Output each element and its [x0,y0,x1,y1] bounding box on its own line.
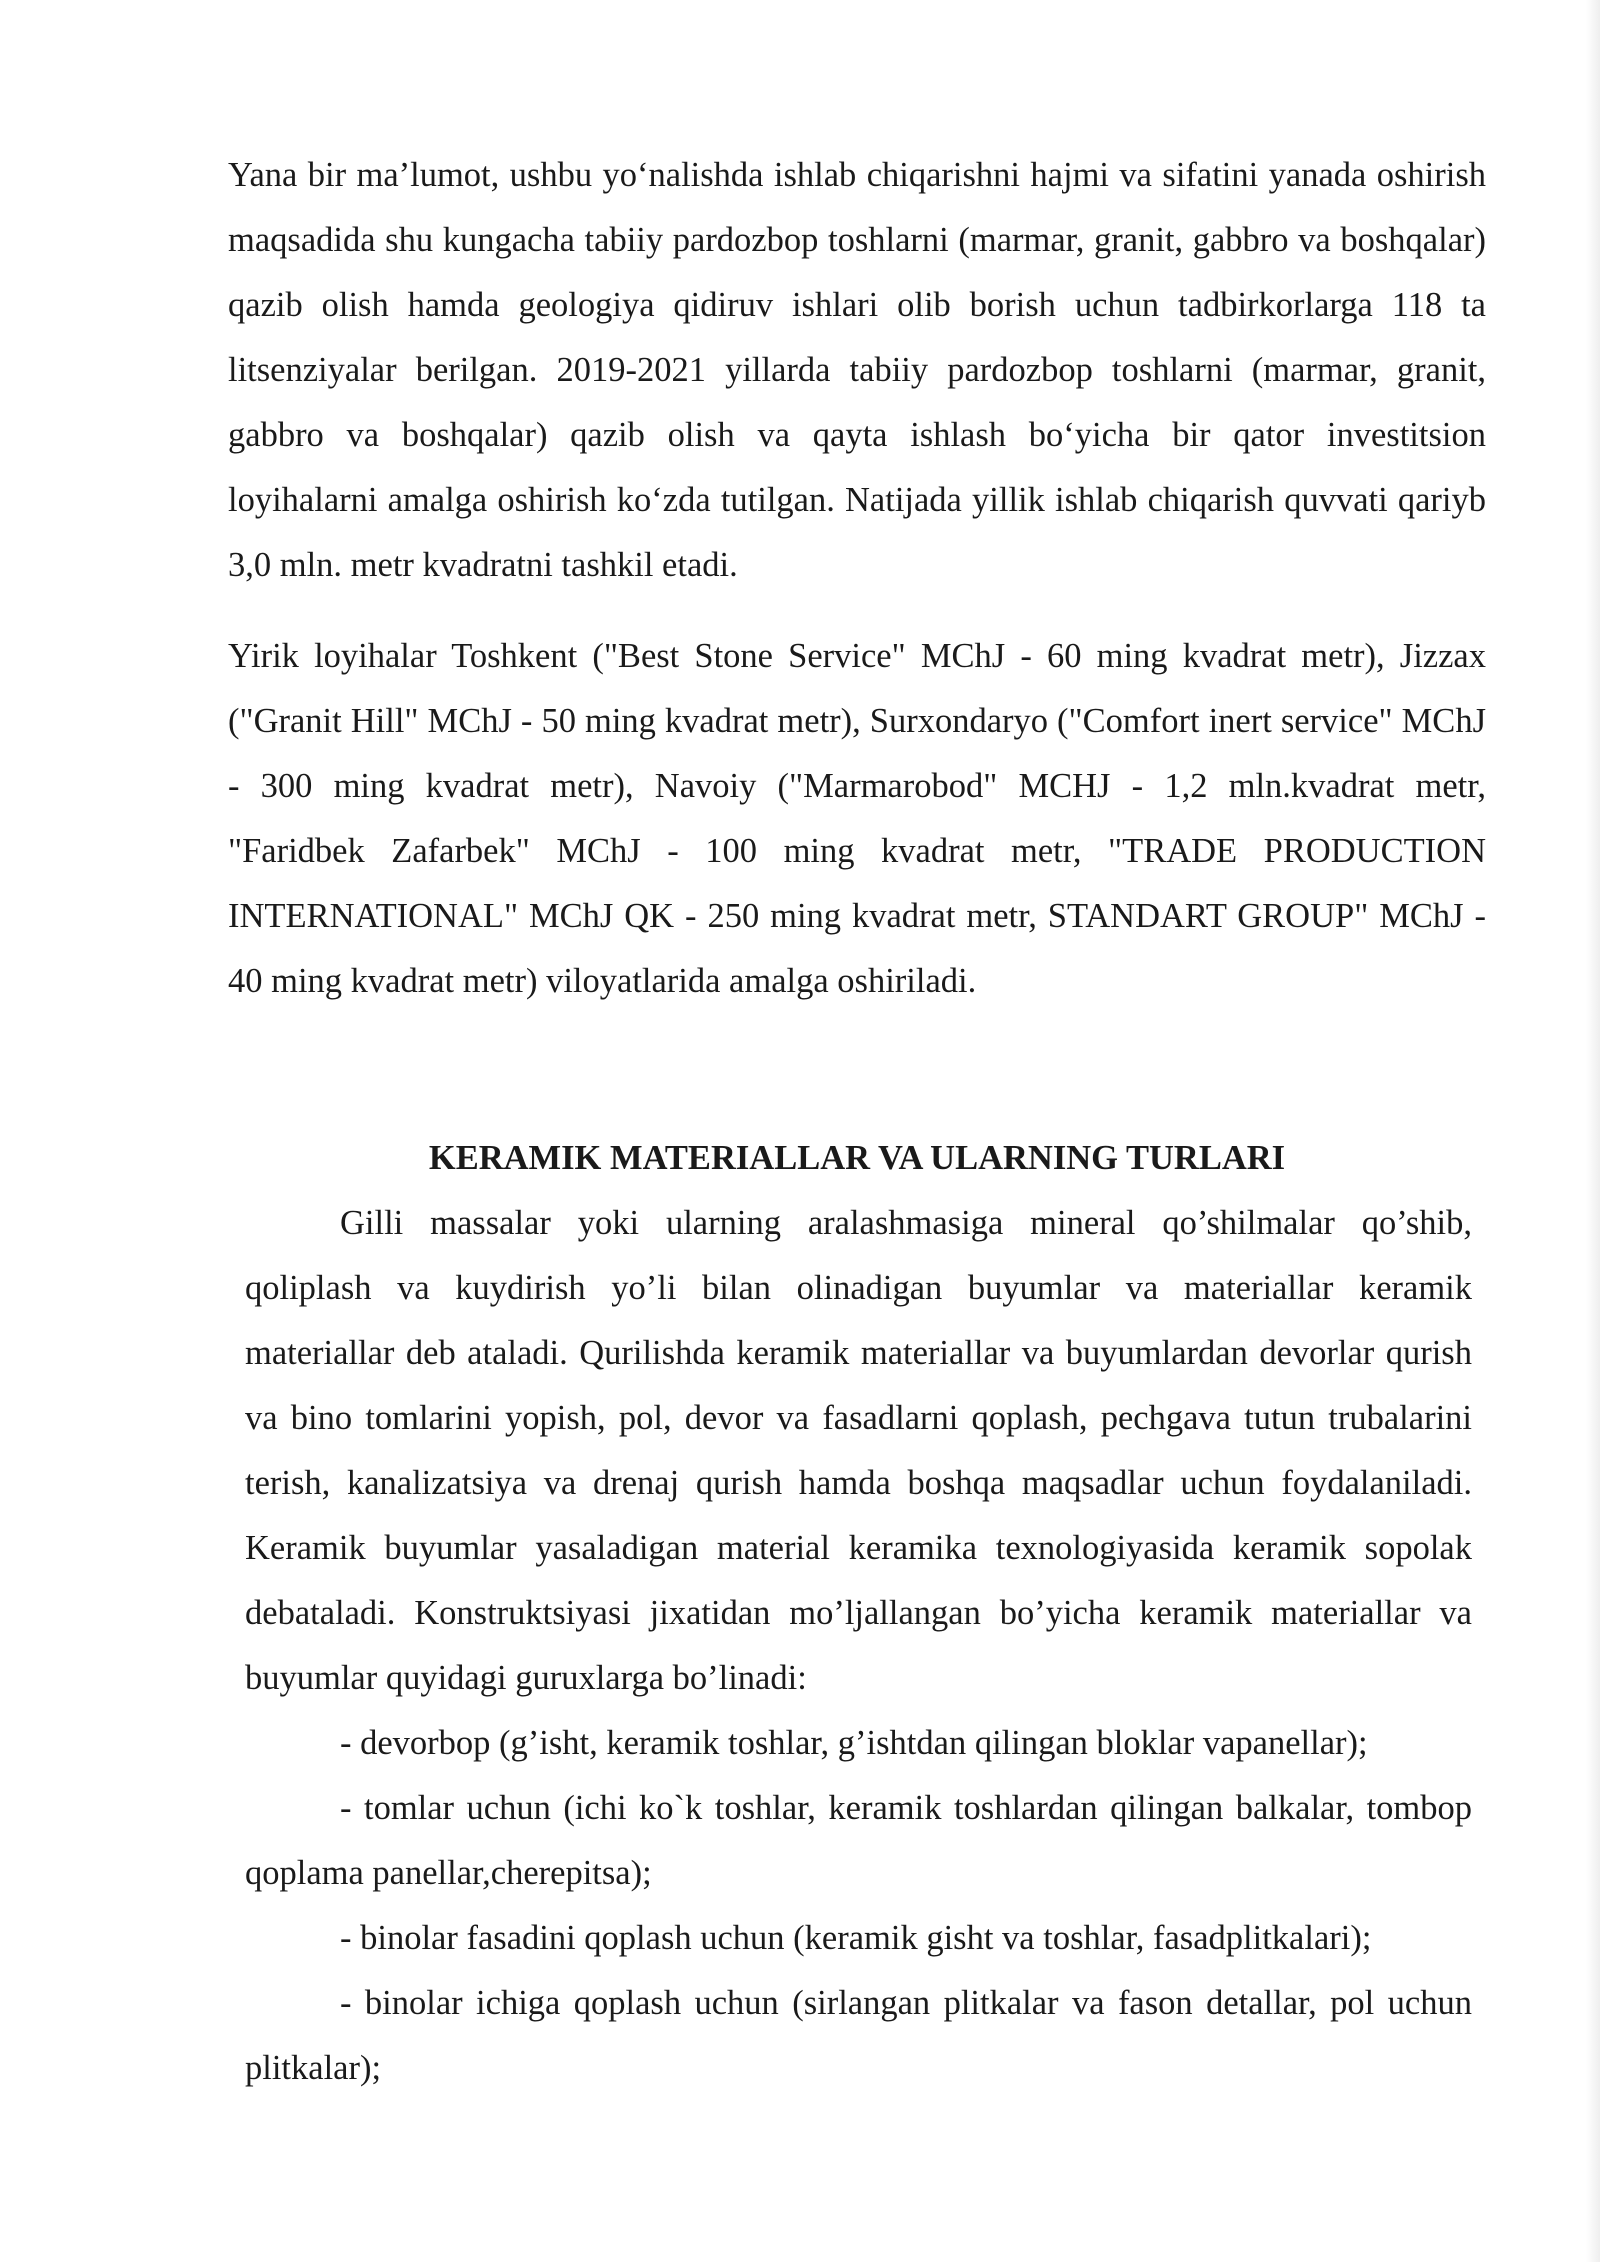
ceramics-section [245,1191,1472,2101]
list-item-roof: - tomlar uchun (ichi ko`k toshlar, keramik toshlardan qilingan balkalar, tombop qoplama panellar,cherepitsa); [245,1789,1472,1892]
paragraph-projects: Yirik loyihalar Toshkent ("Best Stone Service" MChJ - 60 ming kvadrat metr), Jizzax ("Granit Hill" MChJ - 50 ming kvadrat metr), Surxondaryo ("Comfort inert service" MChJ - 300 ming kvadrat metr), Navoiy ("Marmarobod" MCHJ - 1,2 mln.kvadrat metr, "Faridbek Zafarbek" MChJ - 100 ming kvadrat metr, "TRADE PRODUCTION INTERNATIONAL" MChJ QK - 250 ming kvadrat metr, STANDART GROUP" MChJ - 40 ming kvadrat metr) viloyatlarida amalga oshiriladi. [228,637,1486,1000]
page-edge-shadow [1586,0,1600,2262]
list-item-facade: - binolar fasadini qoplash uchun (keramik gisht va toshlar, fasadplitkalari); [340,1919,1372,1957]
intro-section [228,143,1486,1014]
section-heading: KERAMIK MATERIALLAR VA ULARNING TURLARI [428,1139,1286,1177]
list-item-wall: - devorbop (g’isht, keramik toshlar, g’ishtdan qilingan bloklar vapanellar); [340,1724,1368,1762]
list-item-interior: - binolar ichiga qoplash uchun (sirlangan plitkalar va fason detallar, pol uchun plitkalar); [245,1984,1472,2087]
paragraph-ceramics-definition: Gilli massalar yoki ularning aralashmasiga mineral qo’shilmalar qo’shib, qoliplash va kuydirish yo’li bilan olinadigan buyumlar va materiallar keramik materiallar deb ataladi. Qurilishda keramik materiallar va buyumlardan devorlar qurish va bino tomlarini yopish, pol, devor va fasadlarni qoplash, pechgava tutun trubalarini terish, kanalizatsiya va drenaj qurish hamda boshqa maqsadlar uchun foydalaniladi. Keramik buyumlar yasaladigan material keramika texnologiyasida keramik sopolak debataladi. Konstruktsiyasi jixatidan mo’ljallangan bo’yicha keramik materiallar va buyumlar quyidagi guruxlarga bo’linadi: [245,1204,1472,1697]
paragraph-licenses: Yana bir ma’lumot, ushbu yo‘nalishda ishlab chiqarishni hajmi va sifatini yanada oshirish maqsadida shu kungacha tabiiy pardozbop toshlarni (marmar, granit, gabbro va boshqalar) qazib olish hamda geologiya qidiruv ishlari olib borish uchun tadbirkorlarga 118 ta litsenziyalar berilgan. 2019-2021 yillarda tabiiy pardozbop toshlarni (marmar, granit, gabbro va boshqalar) qazib olish va qayta ishlash bo‘yicha bir qator investitsion loyihalarni amalga oshirish ko‘zda tutilgan. Natijada yillik ishlab chiqarish quvvati qariyb 3,0 mln. metr kvadratni tashkil etadi. [228,156,1486,584]
